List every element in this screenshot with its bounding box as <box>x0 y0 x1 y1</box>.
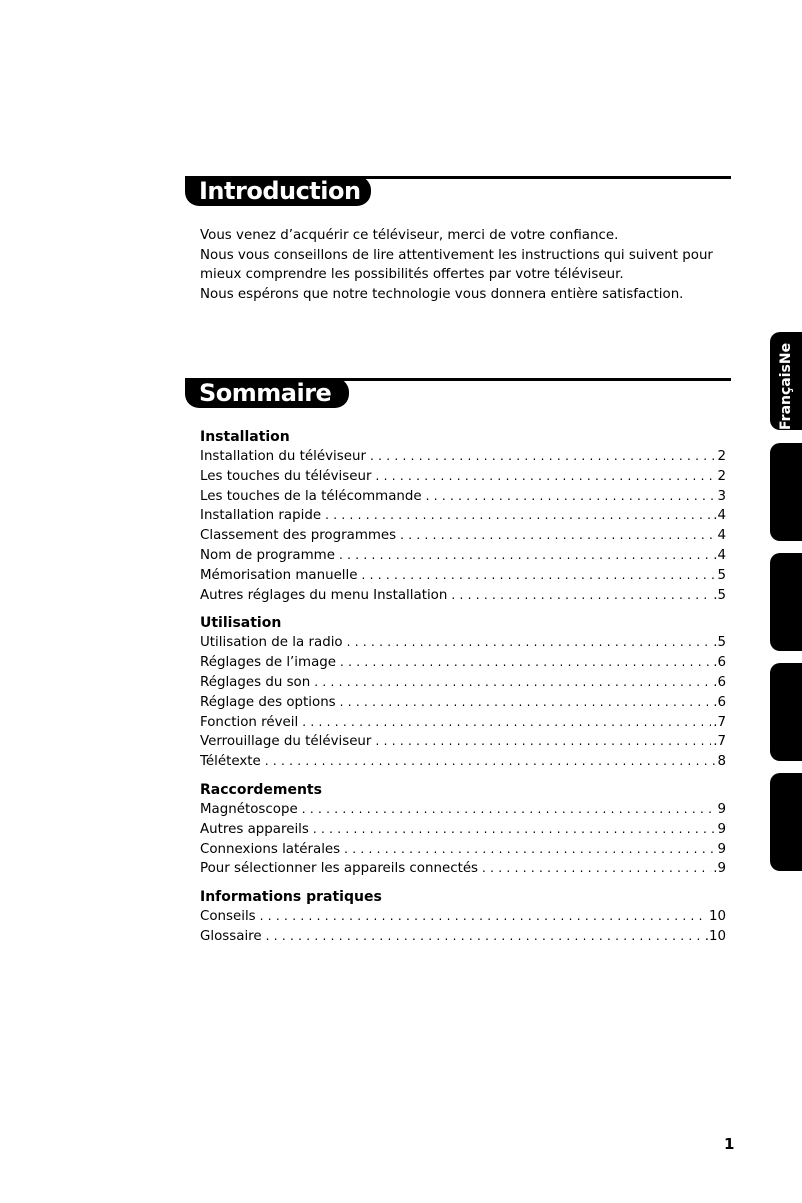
toc-entry-title: Réglages du son <box>200 674 311 690</box>
sommaire-title: Sommaire <box>185 378 349 408</box>
toc-entry-page: .6 <box>713 674 726 690</box>
toc-entry-title: Fonction réveil <box>200 714 299 730</box>
language-tab-francais[interactable] <box>770 332 802 430</box>
toc-entry-page: 9 <box>717 841 726 857</box>
toc-leader-dots <box>265 752 716 772</box>
toc-group <box>200 428 726 605</box>
toc-entry-title: Télétexte <box>200 754 261 770</box>
toc-leader-dots <box>313 820 716 840</box>
toc-entry[interactable] <box>200 506 726 526</box>
introduction-text <box>200 226 720 304</box>
toc-entry-title: Glossaire <box>200 928 262 944</box>
toc-entry[interactable] <box>200 840 726 860</box>
toc-entry-page: .4 <box>713 547 726 563</box>
toc-leader-dots <box>302 713 711 733</box>
page-number: 1 <box>724 1135 735 1153</box>
toc-leader-dots <box>375 732 711 752</box>
language-tab-blank[interactable] <box>770 773 802 871</box>
toc-leader-dots <box>451 586 711 606</box>
toc-entry-page: 3 <box>717 488 726 504</box>
toc-entry-title: Autres appareils <box>200 821 309 837</box>
toc-leader-dots <box>426 487 716 507</box>
toc-entry-page: 8 <box>717 754 726 770</box>
toc-leader-dots <box>400 526 715 546</box>
toc-entry[interactable] <box>200 467 726 487</box>
toc-entry-title: Installation du téléviseur <box>200 449 366 464</box>
toc-entry-title: Réglages de l’image <box>200 655 337 671</box>
intro-paragraph: Nous espérons que notre technologie vous donnera entière satisfaction. <box>200 286 684 302</box>
toc-entry-page: .6 <box>713 694 726 710</box>
toc-leader-dots <box>347 633 712 653</box>
toc-entry[interactable] <box>200 526 726 546</box>
toc-entry-title: Magnétoscope <box>200 801 298 817</box>
toc-entry-page: .6 <box>713 655 726 671</box>
toc-leader-dots <box>260 907 707 927</box>
toc-entry-title: Utilisation de la radio <box>200 635 343 651</box>
toc-leader-dots <box>325 506 711 526</box>
toc-group-title: Utilisation <box>200 615 282 632</box>
toc-entry[interactable] <box>200 859 726 879</box>
toc-entry-page: .5 <box>713 587 726 603</box>
toc-entry[interactable] <box>200 907 726 927</box>
toc-entry[interactable] <box>200 732 726 752</box>
toc-entry-page: .9 <box>713 861 726 877</box>
toc-entry[interactable] <box>200 566 726 586</box>
toc-entry-page: .10 <box>704 928 726 944</box>
toc-entry[interactable] <box>200 546 726 566</box>
toc-leader-dots <box>339 546 711 566</box>
toc-entry[interactable] <box>200 447 726 467</box>
toc-entry-title: Autres réglages du menu Installation <box>200 587 448 603</box>
language-tab-label: FrançaisNe <box>778 342 794 430</box>
language-tab-blank[interactable] <box>770 443 802 541</box>
toc-leader-dots <box>340 693 712 713</box>
toc-leader-dots <box>370 447 716 467</box>
toc-entry-page: 4 <box>717 528 726 544</box>
toc-leader-dots <box>266 927 703 947</box>
toc-entry-page: .4 <box>713 508 726 524</box>
toc-entry[interactable] <box>200 653 726 673</box>
toc-group-title: Informations pratiques <box>200 889 382 906</box>
toc-leader-dots <box>361 566 715 586</box>
toc-entry[interactable] <box>200 487 726 507</box>
toc-entry-title: Connexions latérales <box>200 841 341 857</box>
toc-entry-title: Classement des programmes <box>200 528 397 544</box>
toc-entry-title: Installation rapide <box>200 508 322 524</box>
toc-entry-title: Conseils <box>200 909 256 925</box>
toc-leader-dots <box>344 840 715 860</box>
toc-entry-title: Nom de programme <box>200 547 335 563</box>
toc-group <box>200 781 726 879</box>
toc-entry-title: Les touches de la télécommande <box>200 488 422 504</box>
toc-group-title: Installation <box>200 429 290 445</box>
toc-entry-page: .7 <box>713 734 726 750</box>
toc-leader-dots <box>376 467 716 487</box>
toc-entry-title: Mémorisation manuelle <box>200 567 358 583</box>
introduction-title: Introduction <box>185 176 371 206</box>
toc-group-title: Raccordements <box>200 781 322 798</box>
toc-entry-page: .7 <box>713 714 726 730</box>
language-tab-blank[interactable] <box>770 553 802 651</box>
toc-entry-page: 2 <box>717 468 726 484</box>
toc-entry[interactable] <box>200 633 726 653</box>
toc-entry[interactable] <box>200 927 726 947</box>
toc-entry[interactable] <box>200 713 726 733</box>
toc-entry[interactable] <box>200 752 726 772</box>
table-of-contents <box>200 428 726 956</box>
sommaire-header <box>185 378 731 410</box>
intro-paragraph: Nous vous conseillons de lire attentivement les instructions qui suivent pour mieux comprendre les possibilités offertes par votre téléviseur. <box>200 247 713 283</box>
toc-entry-page: 2 <box>717 449 726 464</box>
toc-leader-dots <box>314 673 711 693</box>
toc-entry[interactable] <box>200 673 726 693</box>
toc-leader-dots <box>482 859 711 879</box>
toc-entry[interactable] <box>200 586 726 606</box>
toc-group <box>200 614 726 772</box>
toc-leader-dots <box>302 800 716 820</box>
toc-entry-title: Verrouillage du téléviseur <box>200 734 372 750</box>
toc-entry-page: 9 <box>717 801 726 817</box>
toc-entry[interactable] <box>200 693 726 713</box>
toc-entry-title: Pour sélectionner les appareils connectés <box>200 861 479 877</box>
toc-entry-page: 9 <box>717 821 726 837</box>
language-tab-blank[interactable] <box>770 663 802 761</box>
toc-entry-page: 5 <box>717 567 726 583</box>
toc-entry-page: 10 <box>708 909 726 925</box>
toc-entry-title: Les touches du téléviseur <box>200 468 372 484</box>
intro-paragraph: Vous venez d’acquérir ce téléviseur, merci de votre confiance. <box>200 228 619 243</box>
toc-leader-dots <box>340 653 711 673</box>
toc-entry[interactable] <box>200 820 726 840</box>
introduction-header <box>185 176 731 208</box>
toc-group <box>200 888 726 947</box>
toc-entry-title: Réglage des options <box>200 694 336 710</box>
toc-entry-page: .5 <box>713 635 726 651</box>
toc-entry[interactable] <box>200 800 726 820</box>
